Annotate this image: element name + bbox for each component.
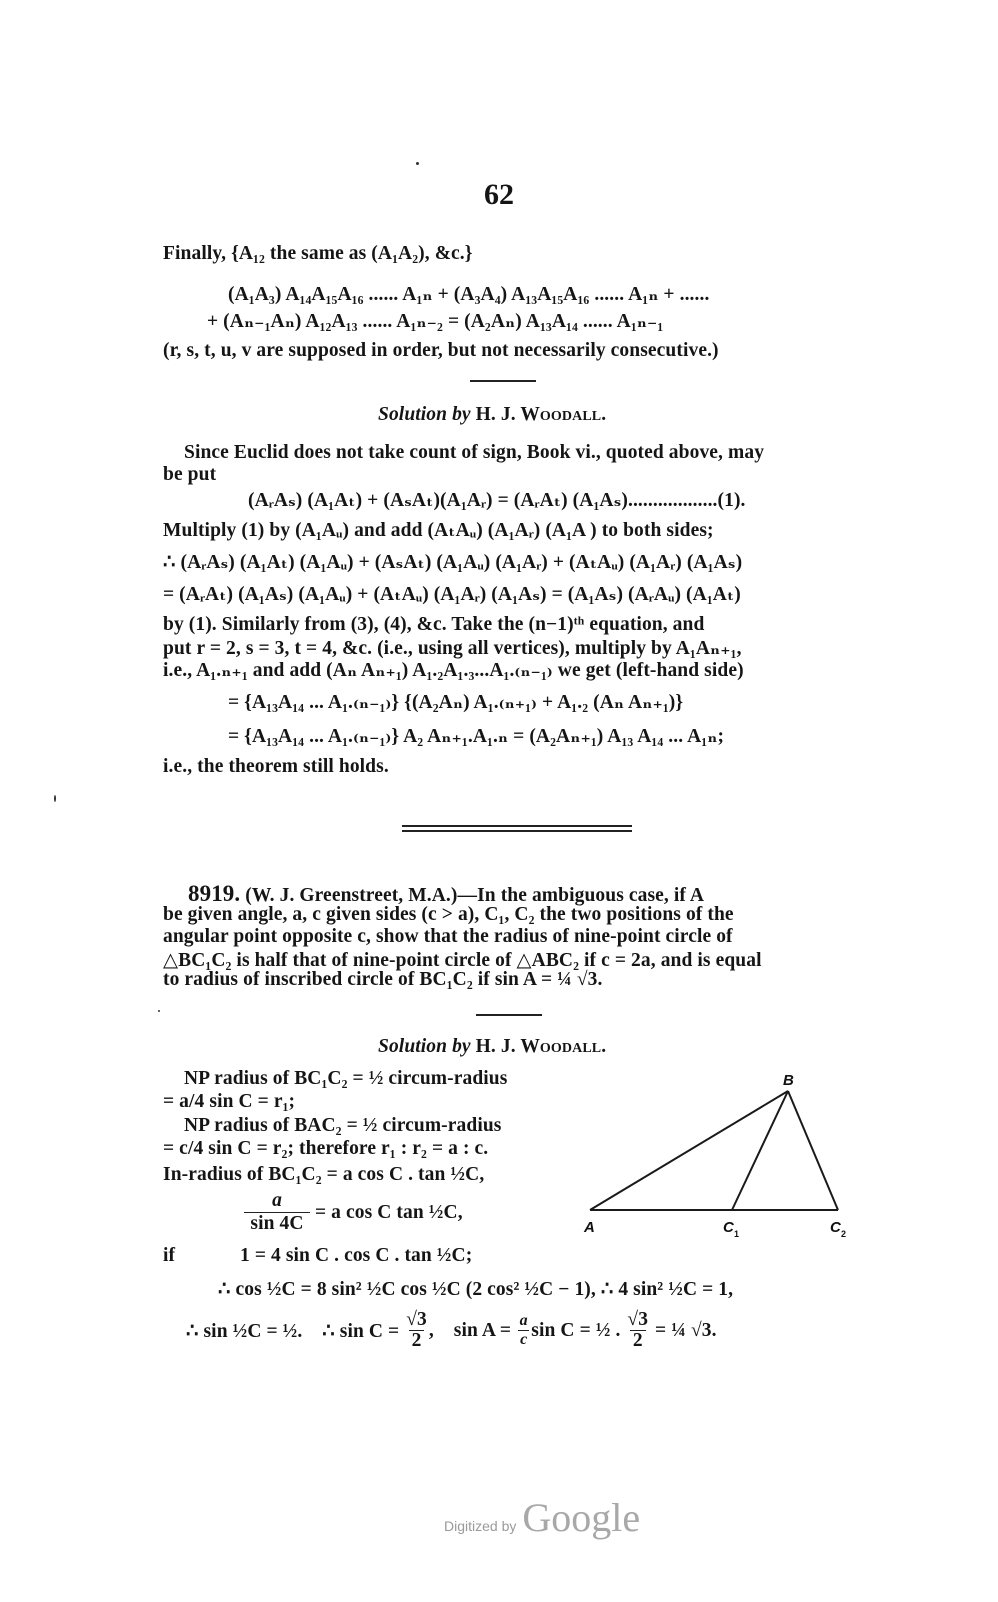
solution2-line: = a/4 sin C = r₁; <box>163 1091 296 1112</box>
if-equation: 1 = 4 sin C . cos C . tan ½C; <box>240 1245 473 1266</box>
frac-den: 2 <box>630 1330 646 1351</box>
final-equation <box>186 1310 717 1351</box>
scan-speck <box>158 1010 160 1012</box>
label-C2: C <box>830 1219 841 1236</box>
digitized-by-google-watermark <box>444 1494 640 1541</box>
solution1-line: i.e., A₁.ₙ₊₁ and add (Aₙ Aₙ₊₁) A₁.₂A₁.₃...A₁.₍ₙ₋₁₎ we get (left-hand side) <box>163 660 744 681</box>
eq-part: ∴ sin ½C = ½. ∴ sin C = <box>186 1320 405 1342</box>
side-BC2 <box>788 1091 838 1210</box>
solution-heading-2 <box>378 1036 606 1058</box>
short-rule <box>470 380 536 382</box>
solution1-line: put r = 2, s = 3, t = 4, &c. (i.e., using all vertices), multiply by A₁Aₙ₊₁, <box>163 638 742 659</box>
solution1-line: (AᵣAₛ) (A₁Aₜ) + (AₛAₜ)(A₁Aᵣ) = (AᵣAₜ) (A₁Aₛ)..................(1). <box>248 490 746 511</box>
digitized-label: Digitized by <box>444 1518 517 1534</box>
equation-line-2: + (Aₙ₋₁Aₙ) A₁₂A₁₃ ...... A₁ₙ₋₂ = (A₂Aₙ) A₁₃A₁₄ ...... A₁ₙ₋₁ <box>207 311 664 332</box>
fraction-rest: = a cos C tan ½C, <box>315 1202 463 1223</box>
cos-equation: ∴ cos ½C = 8 sin² ½C cos ½C (2 cos² ½C − 1), ∴ 4 sin² ½C = 1, <box>218 1279 734 1300</box>
problem-line: △BC₁C₂ is half that of nine-point circle of △ABC₂ if c = 2a, and is equal <box>163 950 762 971</box>
label-C1: C <box>723 1219 734 1236</box>
fraction-denominator: sin 4C <box>244 1212 310 1235</box>
solution2-line: NP radius of BC₁C₂ = ½ circum-radius <box>184 1068 508 1089</box>
solution-label: Solution by <box>378 404 471 425</box>
short-rule-2 <box>476 1014 542 1016</box>
fraction-numerator: a <box>272 1190 282 1211</box>
problem-number: 8919. <box>188 881 241 906</box>
solution1-line: by (1). Similarly from (3), (4), &c. Take the (n−1)ᵗʰ equation, and <box>163 614 705 635</box>
problem-line: be given angle, a, c given sides (c > a), C₁, C₂ the two positions of the <box>163 904 734 925</box>
label-A: A <box>584 1219 595 1236</box>
double-rule-bottom <box>402 830 632 832</box>
scan-speck <box>54 795 56 802</box>
solution1-line: = {A₁₃A₁₄ ... A₁.₍ₙ₋₁₎} {(A₂Aₙ) A₁.₍ₙ₊₁₎ + A₁.₂ (Aₙ Aₙ₊₁)} <box>228 692 684 713</box>
side-AB <box>590 1091 788 1210</box>
double-rule-top <box>402 825 632 827</box>
solution-label: Solution by <box>378 1036 471 1057</box>
google-logo: Google <box>522 1495 641 1540</box>
solution1-line: i.e., the theorem still holds. <box>163 756 389 777</box>
eq-part: , sin A = <box>428 1319 517 1341</box>
triangle-figure <box>570 1065 860 1245</box>
solution1-line: be put <box>163 464 217 485</box>
frac-den: 2 <box>409 1330 425 1351</box>
eq-part: = ¼ √3. <box>650 1319 717 1341</box>
scan-speck <box>416 162 419 165</box>
solution1-line: = {A₁₃A₁₄ ... A₁.₍ₙ₋₁₎} A₂ Aₙ₊₁.A₁.ₙ = (A₂Aₙ₊₁) A₁₃ A₁₄ ... A₁ₙ; <box>228 726 725 747</box>
fraction <box>244 1190 310 1235</box>
order-note: (r, s, t, u, v are supposed in order, but not necessarily consecutive.) <box>163 340 719 361</box>
solution1-line: ∴ (AᵣAₛ) (A₁Aₜ) (A₁Aᵤ) + (AₛAₜ) (A₁Aᵤ) (A₁Aᵣ) + (AₜAᵤ) (A₁Aᵣ) (A₁Aₛ) <box>163 552 743 573</box>
frac-sqrt3-over-2 <box>406 1310 427 1351</box>
frac-num: √3 <box>406 1309 427 1330</box>
equation-line-1: (A₁A₃) A₁₄A₁₅A₁₆ ...... A₁ₙ + (A₃A₄) A₁₃A₁₅A₁₆ ...... A₁ₙ + ...... <box>228 284 710 305</box>
solution2-line: NP radius of BAC₂ = ½ circum-radius <box>184 1115 502 1136</box>
finally-line: Finally, {A₁₂ the same as (A₁A₂), &c.} <box>163 243 473 264</box>
solution-heading-1 <box>378 404 606 426</box>
label-B: B <box>783 1072 794 1089</box>
page-number: 62 <box>484 178 514 211</box>
problem-line: to radius of inscribed circle of BC₁C₂ if sin A = ¼ √3. <box>163 969 603 990</box>
solver-name: H. J. Woodall. <box>475 1036 607 1057</box>
problem-text: (W. J. Greenstreet, M.A.)—In the ambiguous case, if A <box>245 885 705 906</box>
frac-den: c <box>520 1331 528 1348</box>
solution1-line: Multiply (1) by (A₁Aᵤ) and add (AₜAᵤ) (A₁Aᵣ) (A₁A ) to both sides; <box>163 520 714 541</box>
eq-part: sin C = ½ . <box>531 1319 626 1341</box>
frac-num: √3 <box>627 1309 649 1330</box>
solver-name: H. J. Woodall. <box>475 404 607 425</box>
solution2-line: = c/4 sin C = r₂; therefore r₁ : r₂ = a : c. <box>163 1138 489 1159</box>
label-C1-sub: 1 <box>734 1229 740 1239</box>
frac-a-over-c <box>518 1312 529 1349</box>
label-C2-sub: 2 <box>841 1229 847 1239</box>
frac-num: a <box>519 1312 528 1329</box>
solution1-line: Since Euclid does not take count of sign, Book vi., quoted above, may <box>184 442 765 463</box>
solution1-line: = (AᵣAₜ) (A₁Aₛ) (A₁Aᵤ) + (AₜAᵤ) (A₁Aᵣ) (A₁Aₛ) = (A₁Aₛ) (AᵣAᵤ) (A₁Aₜ) <box>163 584 741 605</box>
frac-sqrt3-over-2 <box>627 1310 648 1351</box>
problem-line: angular point opposite c, show that the radius of nine-point circle of <box>163 926 733 947</box>
solution2-line: In-radius of BC₁C₂ = a cos C . tan ½C, <box>163 1164 485 1185</box>
if-word: if <box>163 1245 176 1266</box>
